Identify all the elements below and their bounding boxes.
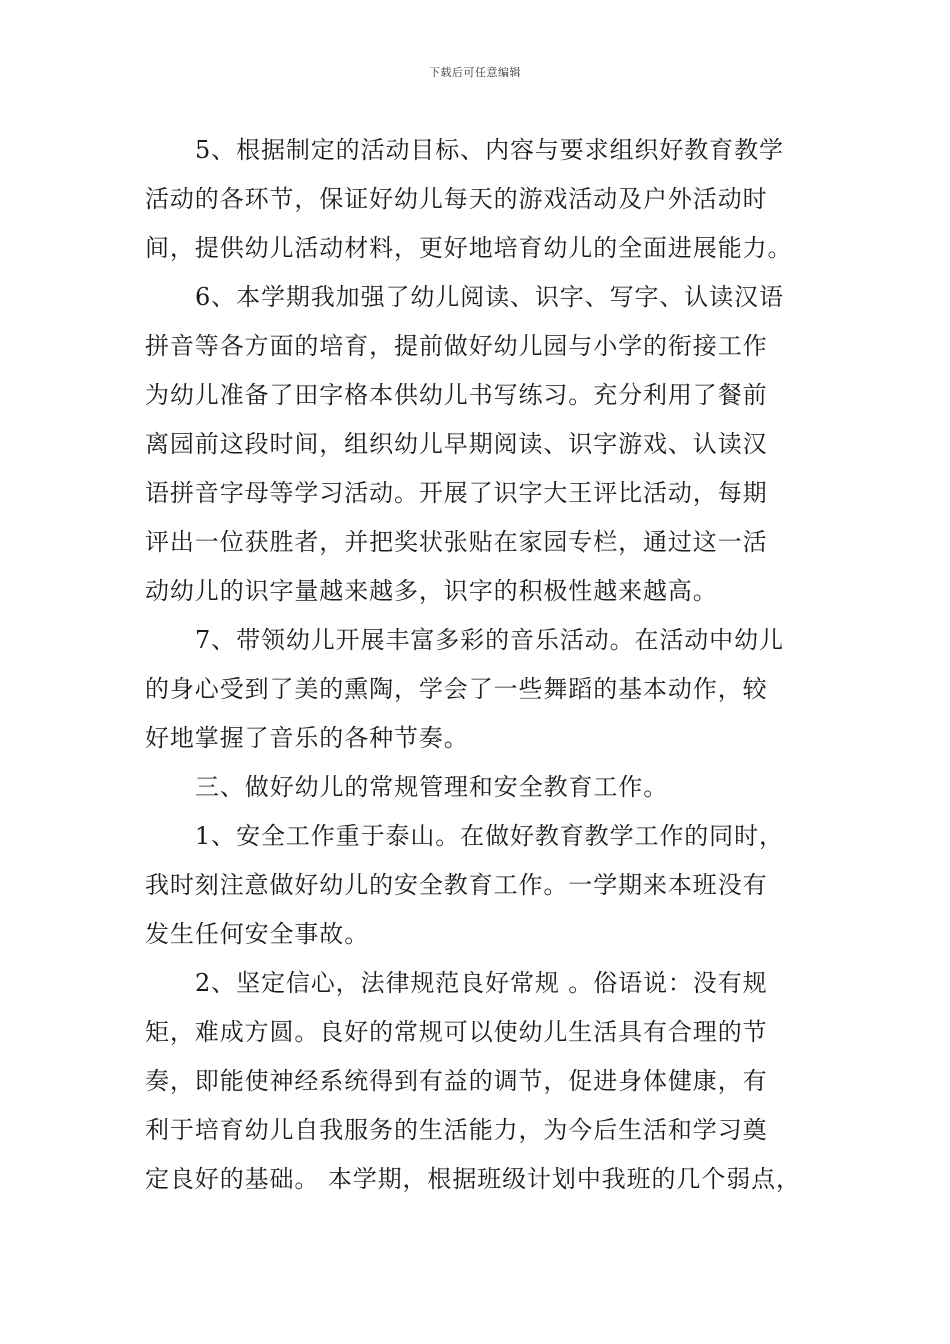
text-line: 2、坚定信心，法律规范良好常规 。俗语说：没有规 bbox=[195, 969, 768, 997]
text-line: 利于培育幼儿自我服务的生活能力，为今后生活和学习奠 bbox=[145, 1116, 768, 1144]
text-line: 离园前这段时间，组织幼儿早期阅读、识字游戏、认读汉 bbox=[145, 430, 768, 458]
text-line: 矩，难成方圆。良好的常规可以使幼儿生活具有合理的节 bbox=[145, 1018, 768, 1046]
text-line: 1、安全工作重于泰山。在做好教育教学工作的同时， bbox=[195, 822, 784, 850]
text-line: 活动的各环节，保证好幼儿每天的游戏活动及户外活动时 bbox=[145, 185, 768, 213]
text-line: 奏，即能使神经系统得到有益的调节，促进身体健康，有 bbox=[145, 1067, 768, 1095]
text-line: 5、根据制定的活动目标、内容与要求组织好教育教学 bbox=[195, 136, 784, 164]
text-line: 的身心受到了美的熏陶，学会了一些舞蹈的基本动作，较 bbox=[145, 675, 768, 703]
text-line: 发生任何安全事故。 bbox=[145, 920, 370, 948]
text-line: 6、本学期我加强了幼儿阅读、识字、写字、认读汉语 bbox=[195, 283, 784, 311]
text-line: 动幼儿的识字量越来越多，识字的积极性越来越高。 bbox=[145, 577, 718, 605]
header-note: 下载后可任意编辑 bbox=[429, 66, 521, 79]
section-heading: 三、做好幼儿的常规管理和安全教育工作。 bbox=[195, 773, 669, 801]
text-line: 7、带领幼儿开展丰富多彩的音乐活动。在活动中幼儿 bbox=[195, 626, 784, 654]
text-line: 为幼儿准备了田字格本供幼儿书写练习。充分利用了餐前 bbox=[145, 381, 768, 409]
text-line: 定良好的基础。 本学期，根据班级计划中我班的几个弱点， bbox=[145, 1165, 801, 1193]
text-line: 我时刻注意做好幼儿的安全教育工作。一学期来本班没有 bbox=[145, 871, 768, 899]
text-line: 间，提供幼儿活动材料，更好地培育幼儿的全面进展能力。 bbox=[145, 234, 793, 262]
body-text bbox=[145, 126, 810, 1204]
text-line: 好地掌握了音乐的各种节奏。 bbox=[145, 724, 469, 752]
text-line: 语拼音字母等学习活动。开展了识字大王评比活动，每期 bbox=[145, 479, 768, 507]
text-line: 拼音等各方面的培育，提前做好幼儿园与小学的衔接工作 bbox=[145, 332, 768, 360]
text-line: 评出一位获胜者，并把奖状张贴在家园专栏，通过这一活 bbox=[145, 528, 768, 556]
